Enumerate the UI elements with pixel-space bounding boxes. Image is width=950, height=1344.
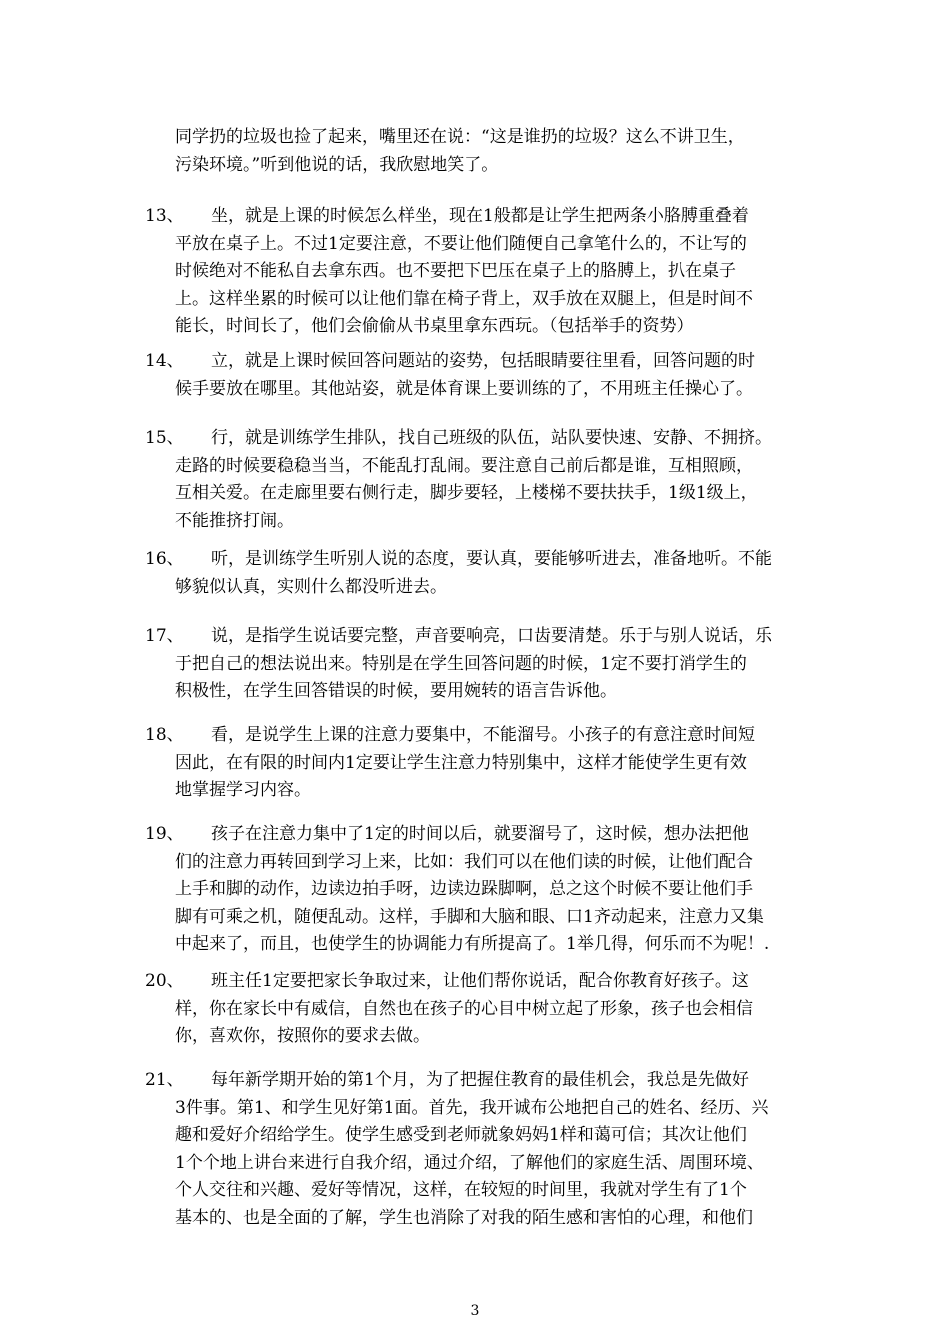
text-line: 3件事。第1、和学生见好第1面。首先，我开诚布公地把自己的姓名、经历、兴: [175, 1097, 769, 1118]
text-line: 1个个地上讲台来进行自我介绍，通过介绍，了解他们的家庭生活、周围环境、: [175, 1152, 764, 1173]
page-number: 3: [470, 1303, 480, 1319]
text-line: 积极性，在学生回答错误的时候，要用婉转的语言告诉他。: [175, 681, 617, 701]
text-line: 时候绝对不能私自去拿东西。也不要把下巴压在桌子上的胳膊上，扒在桌子: [175, 261, 736, 281]
item-text: [175, 546, 825, 601]
text-line: 同学扔的垃圾也捡了起来，嘴里还在说：“这是谁扔的垃圾？这么不讲卫生，: [175, 127, 745, 147]
text-line: 够貌似认真，实则什么都没听进去。: [175, 576, 447, 597]
list-item-18: [145, 722, 825, 805]
item-number: 21、: [145, 1070, 184, 1090]
item-text: [175, 722, 825, 805]
list-item-17: [145, 623, 825, 706]
item-text: [175, 821, 825, 959]
item-number: 20、: [145, 971, 184, 991]
text-line: 候手要放在哪里。其他站姿，就是体育课上要训练的了，不用班主任操心了。: [175, 378, 753, 399]
text-line: 样，你在家长中有威信，自然也在孩子的心目中树立起了形象，孩子也会相信: [175, 998, 753, 1019]
text-line: 坐，就是上课的时候怎么样坐，现在1般都是让学生把两条小胳膊重叠着: [211, 206, 749, 226]
list-item-13: [145, 203, 825, 341]
text-line: 趣和爱好介绍给学生。使学生感受到老师就象妈妈1样和蔼可信；其次让他们: [175, 1125, 747, 1145]
text-line: 因此，在有限的时间内1定要让学生注意力特别集中，这样才能使学生更有效: [175, 752, 747, 773]
text-line: 每年新学期开始的第1个月，为了把握住教育的最佳机会，我总是先做好: [211, 1070, 749, 1090]
item-number: 14、: [145, 351, 184, 371]
text-line: 互相关爱。在走廊里要右侧行走，脚步要轻，上楼梯不要扶扶手，1级1级上，: [175, 483, 758, 503]
text-line: 平放在桌子上。不过1定要注意，不要让他们随便自己拿笔什么的，不让写的: [175, 233, 747, 254]
text-line: 立，就是上课时候回答问题站的姿势，包括眼睛要往里看，回答问题的时: [211, 351, 755, 371]
item-number: 16、: [145, 549, 184, 569]
list-item-19: [145, 821, 825, 959]
text-line: 走路的时候要稳稳当当，不能乱打乱闹。要注意自己前后都是谁，互相照顾，: [175, 455, 753, 476]
text-line: 能长，时间长了，他们会偷偷从书桌里拿东西玩。（包括举手的资势）: [175, 316, 694, 336]
item-number: 17、: [145, 626, 184, 646]
text-line: 行，就是训练学生排队，找自己班级的队伍，站队要快速、安静、不拥挤。: [211, 428, 772, 448]
text-line: 你，喜欢你，按照你的要求去做。: [175, 1026, 430, 1046]
list-item-15: [145, 425, 825, 535]
item-text: [175, 1067, 825, 1232]
item-text: [175, 203, 825, 341]
text-line: 说，是指学生说话要完整，声音要响亮，口齿要清楚。乐于与别人说话，乐: [211, 626, 772, 646]
text-line: 孩子在注意力集中了1定的时间以后，就要溜号了，这时候，想办法把他: [211, 824, 749, 844]
text-line: 污染环境。”听到他说的话，我欣慰地笑了。: [175, 155, 499, 175]
text-line: 脚有可乘之机，随便乱动。这样，手脚和大脑和眼、口1齐动起来，注意力又集: [175, 906, 764, 927]
text-line: 们的注意力再转回到学习上来，比如：我们可以在他们读的时候，让他们配合: [175, 851, 753, 872]
text-line: 看，是说学生上课的注意力要集中，不能溜号。小孩子的有意注意时间短: [211, 725, 755, 745]
list-item-21: [145, 1067, 825, 1232]
item-text: [175, 623, 825, 706]
list-item-16: [145, 546, 825, 601]
item-number: 13、: [145, 206, 184, 226]
text-line: 基本的、也是全面的了解，学生也消除了对我的陌生感和害怕的心理，和他们: [175, 1207, 753, 1228]
list-item-14: [145, 348, 825, 403]
item-number: 15、: [145, 428, 184, 448]
text-line: 不能推挤打闹。: [175, 510, 294, 531]
item-text: [175, 348, 825, 403]
item-number: 18、: [145, 725, 184, 745]
item-text: [175, 968, 825, 1051]
text-line: 中起来了，而且，也使学生的协调能力有所提高了。1举几得，何乐而不为呢！.: [175, 934, 770, 954]
text-line: 于把自己的想法说出来。特别是在学生回答问题的时候，1定不要打消学生的: [175, 653, 747, 674]
text-line: 班主任1定要把家长争取过来，让他们帮你说话，配合你教育好孩子。这: [211, 971, 749, 991]
text-line: 听，是训练学生听别人说的态度，要认真，要能够听进去，准备地听。不能: [211, 549, 772, 569]
text-line: 上。这样坐累的时候可以让他们靠在椅子背上，双手放在双腿上，但是时间不: [175, 288, 753, 309]
text-line: 地掌握学习内容。: [175, 780, 311, 800]
text-line: 上手和脚的动作，边读边拍手呀，边读边跺脚啊，总之这个时候不要让他们手: [175, 879, 753, 899]
item-number: 19、: [145, 824, 184, 844]
item-text: [175, 425, 825, 535]
list-item-20: [145, 968, 825, 1051]
continuation-paragraph: [175, 123, 815, 179]
text-line: 个人交往和兴趣、爱好等情况，这样，在较短的时间里，我就对学生有了1个: [175, 1180, 747, 1200]
